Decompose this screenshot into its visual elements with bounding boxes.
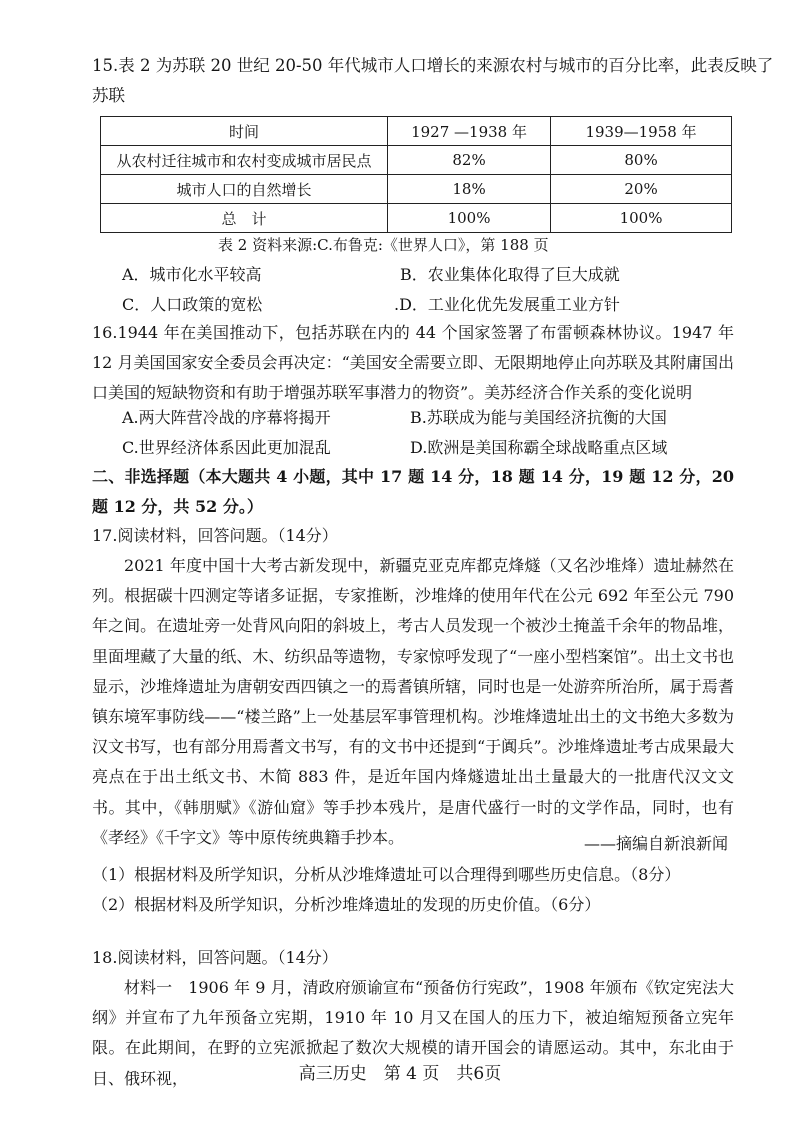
q16-option-c: C.世界经济体系因此更加混乱 <box>122 438 331 457</box>
question-15-stem-cont: 苏联 <box>92 86 125 105</box>
question-17-sub-1: （1）根据材料及所学知识，分析从沙堆烽遗址可以合理得到哪些历史信息。（8分） <box>92 865 681 884</box>
table-caption: 表 2 资料来源:C.布鲁克:《世界人口》，第 188 页 <box>218 236 549 254</box>
q16-option-a: A.两大阵营冷战的序幕将揭开 <box>122 408 331 427</box>
population-table <box>100 116 732 233</box>
question-18-material: 材料一 1906 年 9 月，清政府颁谕宣布“预备仿行宪政”，1908 年颁布《钦定宪法大纲》并宣布了九年预备立宪期，1910 年 10 月又在国人的压力下，被迫缩短预备立宪年限。在此期间，在野的立宪派掀起了数次大规模的请开国会的请愿运动。其中，东北由于日、俄环视， <box>92 978 734 1088</box>
question-17-material: 2021 年度中国十大考古新发现中，新疆克亚克库都克烽燧（又名沙堆烽）遗址赫然在列。根据碳十四测定等诸多证据，专家推断，沙堆烽的使用年代在公元 692 年至公元 790 年之间。在遗址旁一处背风向阳的斜坡上，考古人员发现一个被沙土掩盖千余年的物品堆，里面埋藏了大量的纸、木、纺织品等遗物，专家惊呼发现了“一座小型档案馆”。出土文书也显示，沙堆烽遗址为唐朝安西四镇之一的焉耆镇所辖，同时也是一处游弈所治所，属于焉耆镇东境军事防线——“楼兰路”上一处基层军事管理机构。沙堆烽遗址出土的文书绝大多数为汉文书写，也有部分用焉耆文书写，有的文书中还提到“于阗兵”。沙堆烽遗址考古成果最大亮点在于出土纸文书、木简 883 件，是近年国内烽燧遗址出土量最大的一批唐代汉文文书。其中，《韩朋赋》《游仙窟》等手抄本残片，是唐代盛行一时的文学作品，同时，也有《孝经》《千字文》等中原传统典籍手抄本。 <box>92 556 734 847</box>
table-cell: 100% <box>388 204 551 233</box>
question-17-title: 17.阅读材料，回答问题。（14分） <box>92 526 338 545</box>
question-16-stem: 16.1944 年在美国推动下，包括苏联在内的 44 个国家签署了布雷顿森林协议。1947 年 12 月美国国家安全委员会再决定：“美国安全需要立即、无限期地停止向苏联及其附庸国出口美国的短缺物资和有助于增强苏联军事潜力的物资”。美苏经济合作关系的变化说明 <box>92 323 734 403</box>
question-15-stem: 15.表 2 为苏联 20 世纪 20-50 年代城市人口增长的来源农村与城市的百分比率，此表反映了 <box>92 56 774 75</box>
table-header-cell: 1927 —1938 年 <box>388 117 551 146</box>
q15-option-a: A．城市化水平较高 <box>122 265 262 284</box>
table-cell: 从农村迁往城市和农村变成城市居民点 <box>101 146 388 175</box>
table-cell: 82% <box>388 146 551 175</box>
question-18-title: 18.阅读材料，回答问题。（14分） <box>92 948 338 967</box>
table-cell: 100% <box>551 204 732 233</box>
q15-option-b: B．农业集体化取得了巨大成就 <box>400 265 620 284</box>
material-source: ——摘编自新浪新闻 <box>583 834 728 853</box>
table-header-cell: 1939—1958 年 <box>551 117 732 146</box>
q15-option-c: C．人口政策的宽松 <box>122 295 263 314</box>
table-cell: 城市人口的自然增长 <box>101 175 388 204</box>
table-cell: 18% <box>388 175 551 204</box>
question-17-sub-2: （2）根据材料及所学知识，分析沙堆烽遗址的发现的历史价值。（6分） <box>92 895 601 914</box>
section-2-heading: 二、非选择题（本大题共 4 小题，其中 17 题 14 分，18 题 14 分，19 题 12 分，20 题 12 分，共 52 分。） <box>92 467 734 517</box>
table-cell: 总 计 <box>101 204 388 233</box>
table-row <box>101 204 732 233</box>
q16-option-d: D.欧洲是美国称霸全球战略重点区域 <box>410 438 668 457</box>
page-footer: 高三历史 第 4 页 共6页 <box>298 1064 502 1084</box>
table-cell: 80% <box>551 146 732 175</box>
table-row <box>101 146 732 175</box>
table-header-cell: 时间 <box>101 117 388 146</box>
table-row <box>101 175 732 204</box>
table-header-row <box>101 117 732 146</box>
q16-option-b: B.苏联成为能与美国经济抗衡的大国 <box>410 408 667 427</box>
q15-option-d: .D．工业化优先发展重工业方针 <box>394 295 620 314</box>
table-cell: 20% <box>551 175 732 204</box>
